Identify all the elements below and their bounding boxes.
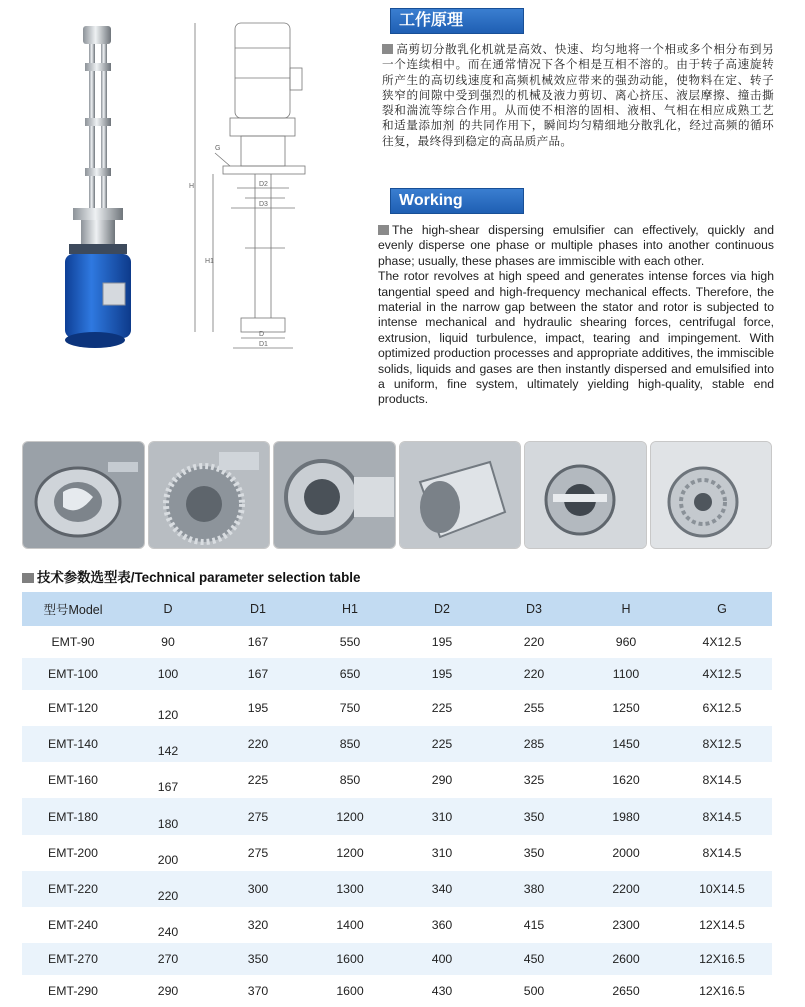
- label-d1: D1: [259, 341, 268, 348]
- principle-en-paragraph: [378, 223, 774, 408]
- table-cell: 4X12.5: [702, 635, 742, 650]
- cone-head-photo: [399, 441, 522, 549]
- principle-en-text-2: The rotor revolves at high speed and generates intense forces via high tangential speed and high-frequency mechanical effects. Therefore, the material in the narrow gap between the stator and rotor is subjected to intense mechanical and hydraulic shearing forces, centrifugal force, extrusion, liquid turbulence, impact, tearing and impingement. With optimized production processes and appropriate additives, the immiscible solids, liquids and gases are then instantly dispersed and emulsified into a uniform, fine system, ultimately yielding high-quality, stable end products.: [378, 269, 774, 407]
- table-row: [22, 626, 772, 658]
- table-cell: 225: [396, 726, 488, 762]
- table-cell: 255: [523, 701, 545, 716]
- model-cell: EMT-140: [22, 726, 124, 762]
- product-photo: [55, 8, 175, 358]
- table-cell: 200: [157, 852, 179, 867]
- table-cell: 270: [124, 943, 212, 975]
- table-cell: 167: [247, 635, 269, 650]
- principle-cn-paragraph: [382, 42, 774, 149]
- table-cell: 220: [212, 726, 304, 762]
- model-cell: EMT-100: [22, 658, 124, 690]
- table-cell: 1200: [304, 798, 396, 834]
- table-row: [22, 975, 772, 1007]
- table-cell: 415: [523, 917, 545, 932]
- table-cell: 450: [488, 943, 580, 975]
- table-title: [22, 567, 360, 586]
- slotted-stator-photo: [524, 441, 647, 549]
- table-cell: 850: [304, 726, 396, 762]
- table-cell: 310: [396, 798, 488, 834]
- table-cell: 500: [523, 983, 545, 998]
- table-cell: 1620: [612, 773, 640, 788]
- table-cell: 8X14.5: [672, 798, 772, 834]
- table-cell: 550: [339, 635, 361, 650]
- table-cell: 225: [247, 773, 269, 788]
- table-cell: 8X14.5: [702, 773, 742, 788]
- label-d2: D2: [259, 181, 268, 188]
- table-cell: 380: [488, 871, 580, 907]
- table-row: [22, 658, 772, 690]
- column-header: H1: [304, 592, 396, 626]
- technical-parameter-table: [22, 592, 772, 1007]
- principle-en-text-1: The high-shear dispersing emulsifier can effectively, quickly and evenly disperse one phase or multiple phases into another continuous phase; usually, these phases are immiscible with each other.: [378, 223, 774, 268]
- model-cell: EMT-200: [48, 845, 98, 860]
- table-cell: 340: [396, 871, 488, 907]
- model-cell: EMT-220: [22, 871, 124, 907]
- table-cell: 1250: [612, 701, 640, 716]
- label-h: H: [189, 183, 195, 190]
- model-cell: EMT-270: [22, 943, 124, 975]
- table-header-row: [22, 592, 772, 626]
- table-cell: 12X16.5: [699, 983, 745, 998]
- table-cell: 195: [396, 658, 488, 690]
- table-row: [22, 907, 772, 943]
- section-heading-principle-cn: 工作原理: [390, 8, 524, 34]
- table-row: [22, 690, 772, 726]
- model-cell: EMT-120: [48, 701, 98, 716]
- table-cell: 100: [124, 658, 212, 690]
- table-cell: 360: [431, 917, 453, 932]
- table-cell: 290: [157, 983, 179, 998]
- toothed-rotor-photo: [148, 441, 271, 549]
- model-cell: EMT-180: [22, 798, 124, 834]
- table-cell: 1100: [580, 658, 672, 690]
- principle-cn-text: 高剪切分散乳化机就是高效、快速、均匀地将一个相或多个相分布到另一个连续相中。而在通常情况下各个相是互相不溶的。由于转子高速旋转所产生的高切线速度和高频机械效应带来的强劲动能，使物料在定、转子狭窄的间隙中受到强烈的机械及液力剪切、离心挤压、液层摩擦、撞击撕裂和湍流等综合作用。从而使不相溶的固相、液相、气相在相应成熟工艺和适量添加剂 的共同作用下，瞬间均匀精细地分散乳化，经过高频的循环往复，最终得到稳定的高品质产品。: [382, 42, 774, 148]
- column-header: 型号Model: [22, 592, 124, 626]
- table-cell: 120: [157, 708, 179, 723]
- bullet-square-icon: [382, 44, 393, 54]
- table-cell: 960: [615, 635, 637, 650]
- table-row: [22, 726, 772, 762]
- table-cell: 240: [157, 924, 179, 939]
- table-cell: 285: [488, 726, 580, 762]
- bullet-square-icon: [22, 573, 34, 583]
- table-cell: 90: [161, 635, 175, 650]
- table-cell: 650: [304, 658, 396, 690]
- table-title-text: 技术参数选型表/Technical parameter selection table: [37, 570, 361, 585]
- table-cell: 350: [488, 798, 580, 834]
- table-cell: 2650: [612, 983, 640, 998]
- column-header: D2: [396, 592, 488, 626]
- table-cell: 225: [431, 701, 453, 716]
- rotor-stator-photo-strip: [22, 441, 772, 549]
- table-body: [22, 626, 772, 1007]
- table-cell: 275: [247, 845, 269, 860]
- table-cell: 1600: [336, 983, 364, 998]
- table-cell: 12X16.5: [672, 943, 772, 975]
- table-cell: 850: [339, 773, 361, 788]
- table-cell: 2600: [580, 943, 672, 975]
- table-cell: 2300: [612, 917, 640, 932]
- table-cell: 1400: [336, 917, 364, 932]
- table-cell: 400: [396, 943, 488, 975]
- table-cell: 167: [157, 780, 179, 795]
- label-g: G: [215, 145, 221, 152]
- table-cell: 290: [431, 773, 453, 788]
- table-cell: 1450: [580, 726, 672, 762]
- table-cell: 1200: [336, 845, 364, 860]
- multi-stage-head-photo: [650, 441, 773, 549]
- model-cell: EMT-160: [48, 773, 98, 788]
- technical-drawing: [175, 8, 365, 358]
- table-cell: 220: [488, 658, 580, 690]
- label-d3: D3: [259, 201, 268, 208]
- table-row: [22, 762, 772, 798]
- table-cell: 2200: [580, 871, 672, 907]
- table-cell: 275: [212, 798, 304, 834]
- table-cell: 195: [247, 701, 269, 716]
- table-row: [22, 871, 772, 907]
- label-d: D: [259, 331, 265, 338]
- model-cell: EMT-90: [51, 635, 95, 650]
- table-row: [22, 835, 772, 871]
- column-header: D3: [488, 592, 580, 626]
- table-cell: 300: [212, 871, 304, 907]
- column-header: D: [124, 592, 212, 626]
- table-cell: 8X14.5: [702, 845, 742, 860]
- column-header: G: [672, 592, 772, 626]
- table-cell: 8X12.5: [672, 726, 772, 762]
- table-cell: 220: [124, 871, 212, 907]
- table-cell: 6X12.5: [702, 701, 742, 716]
- table-cell: 325: [523, 773, 545, 788]
- table-cell: 1980: [580, 798, 672, 834]
- table-row: [22, 943, 772, 975]
- table-cell: 195: [431, 635, 453, 650]
- table-cell: 220: [523, 635, 545, 650]
- model-cell: EMT-240: [48, 917, 98, 932]
- column-header: D1: [212, 592, 304, 626]
- table-cell: 2000: [612, 845, 640, 860]
- model-cell: EMT-290: [48, 983, 98, 998]
- table-cell: 4X12.5: [672, 658, 772, 690]
- table-cell: 350: [523, 845, 545, 860]
- column-header: H: [580, 592, 672, 626]
- table-cell: 750: [339, 701, 361, 716]
- table-cell: 12X14.5: [699, 917, 745, 932]
- label-h1: H1: [205, 258, 214, 265]
- bullet-square-icon: [378, 225, 389, 235]
- table-cell: 180: [124, 798, 212, 834]
- stator-head-photo: [273, 441, 396, 549]
- table-cell: 370: [247, 983, 269, 998]
- table-cell: 142: [124, 726, 212, 762]
- table-cell: 310: [431, 845, 453, 860]
- table-cell: 350: [212, 943, 304, 975]
- table-cell: 10X14.5: [672, 871, 772, 907]
- section-heading-working-en: Working: [390, 188, 524, 214]
- table-row: [22, 798, 772, 834]
- table-cell: 167: [212, 658, 304, 690]
- table-cell: 1300: [304, 871, 396, 907]
- table-cell: 430: [431, 983, 453, 998]
- table-cell: 1600: [304, 943, 396, 975]
- rotor-stator-photo: [22, 441, 145, 549]
- table-cell: 320: [247, 917, 269, 932]
